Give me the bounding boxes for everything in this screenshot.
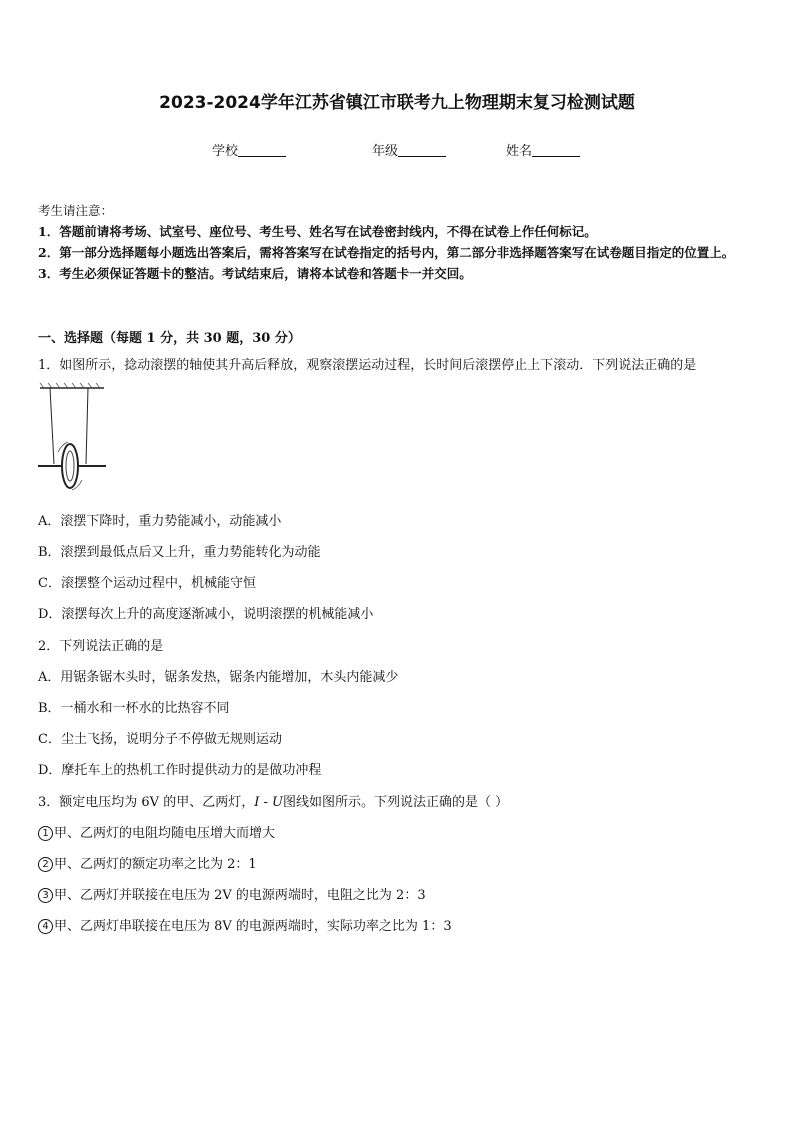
grade-field (372, 140, 446, 159)
page-title: 2023-2024学年江苏省镇江市联考九上物理期末复习检测试题 (159, 93, 635, 113)
school-field (212, 140, 286, 159)
q3-option-4-text: 甲、乙两灯串联接在电压为 8V 的电源两端时，实际功率之比为 1：3 (54, 919, 452, 934)
section-heading: 一、选择题（每题 1 分，共 30 题，30 分） (38, 331, 301, 346)
q3-option-4-mark: 4 (38, 919, 53, 934)
q3-option-2 (38, 853, 257, 872)
q3-option-1-text: 甲、乙两灯的电阻均随电压增大而增大 (54, 826, 276, 841)
q2-option-a: A．用锯条锯木头时，锯条发热，锯条内能增加，木头内能减少 (38, 670, 399, 685)
school-blank (238, 144, 286, 157)
grade-blank (398, 144, 446, 157)
q3-option-4 (38, 915, 452, 934)
name-field (506, 140, 580, 159)
q3-option-3-text: 甲、乙两灯并联接在电压为 2V 的电源两端时，电阻之比为 2：3 (54, 888, 426, 903)
q1-option-d: D．滚摆每次上升的高度逐渐减小，说明滚摆的机械能减小 (38, 607, 374, 622)
q1-option-c: C．滚摆整个运动过程中，机械能守恒 (38, 576, 256, 591)
grade-label: 年级 (372, 144, 399, 159)
notice-block (38, 200, 760, 284)
q3-stem-iu: I - U (254, 795, 283, 810)
q3-stem-pre: 3．额定电压均为 6V 的甲、乙两灯， (38, 795, 255, 810)
q3-option-3-mark: 3 (38, 888, 53, 903)
q3-option-2-mark: 2 (38, 857, 53, 872)
name-label: 姓名 (506, 144, 533, 159)
q1-option-a: A．滚摆下降时，重力势能减小，动能减小 (38, 514, 282, 529)
q3-stem-post: 图线如图所示。下列说法正确的是（ ） (282, 795, 509, 810)
notice-item: 1．答题前请将考场、试室号、座位号、考生号、姓名写在试卷密封线内，不得在试卷上作任何标记。 (38, 224, 597, 239)
q1-option-b: B．滚摆到最低点后又上升，重力势能转化为动能 (38, 545, 321, 560)
q2-option-b: B．一桶水和一杯水的比热容不同 (38, 701, 230, 716)
q3-option-1 (38, 822, 275, 841)
name-blank (532, 144, 580, 157)
q3-option-3 (38, 884, 426, 903)
q2-option-d: D．摩托车上的热机工作时提供动力的是做功冲程 (38, 763, 322, 778)
q3-option-1-mark: 1 (38, 826, 53, 841)
q3-option-2-text: 甲、乙两灯的额定功率之比为 2：1 (54, 857, 257, 872)
maxwell-wheel-figure (36, 382, 108, 497)
notice-item: 2．第一部分选择题每小题选出答案后，需将答案写在试卷指定的括号内，第二部分非选择题答案写在试卷题目指定的位置上。 (38, 245, 735, 260)
q1-stem: 1．如图所示，捻动滚摆的轴使其升高后释放，观察滚摆运动过程，长时间后滚摆停止上下滚动．下列说法正确的是 (38, 358, 697, 373)
school-label: 学校 (212, 144, 239, 159)
q3-stem (38, 791, 508, 810)
notice-item: 3．考生必须保证答题卡的整洁。考试结束后，请将本试卷和答题卡一并交回。 (38, 266, 472, 281)
q2-option-c: C．尘土飞扬，说明分子不停做无规则运动 (38, 732, 282, 747)
notice-heading: 考生请注意： (38, 203, 114, 218)
q2-stem: 2．下列说法正确的是 (38, 639, 164, 654)
